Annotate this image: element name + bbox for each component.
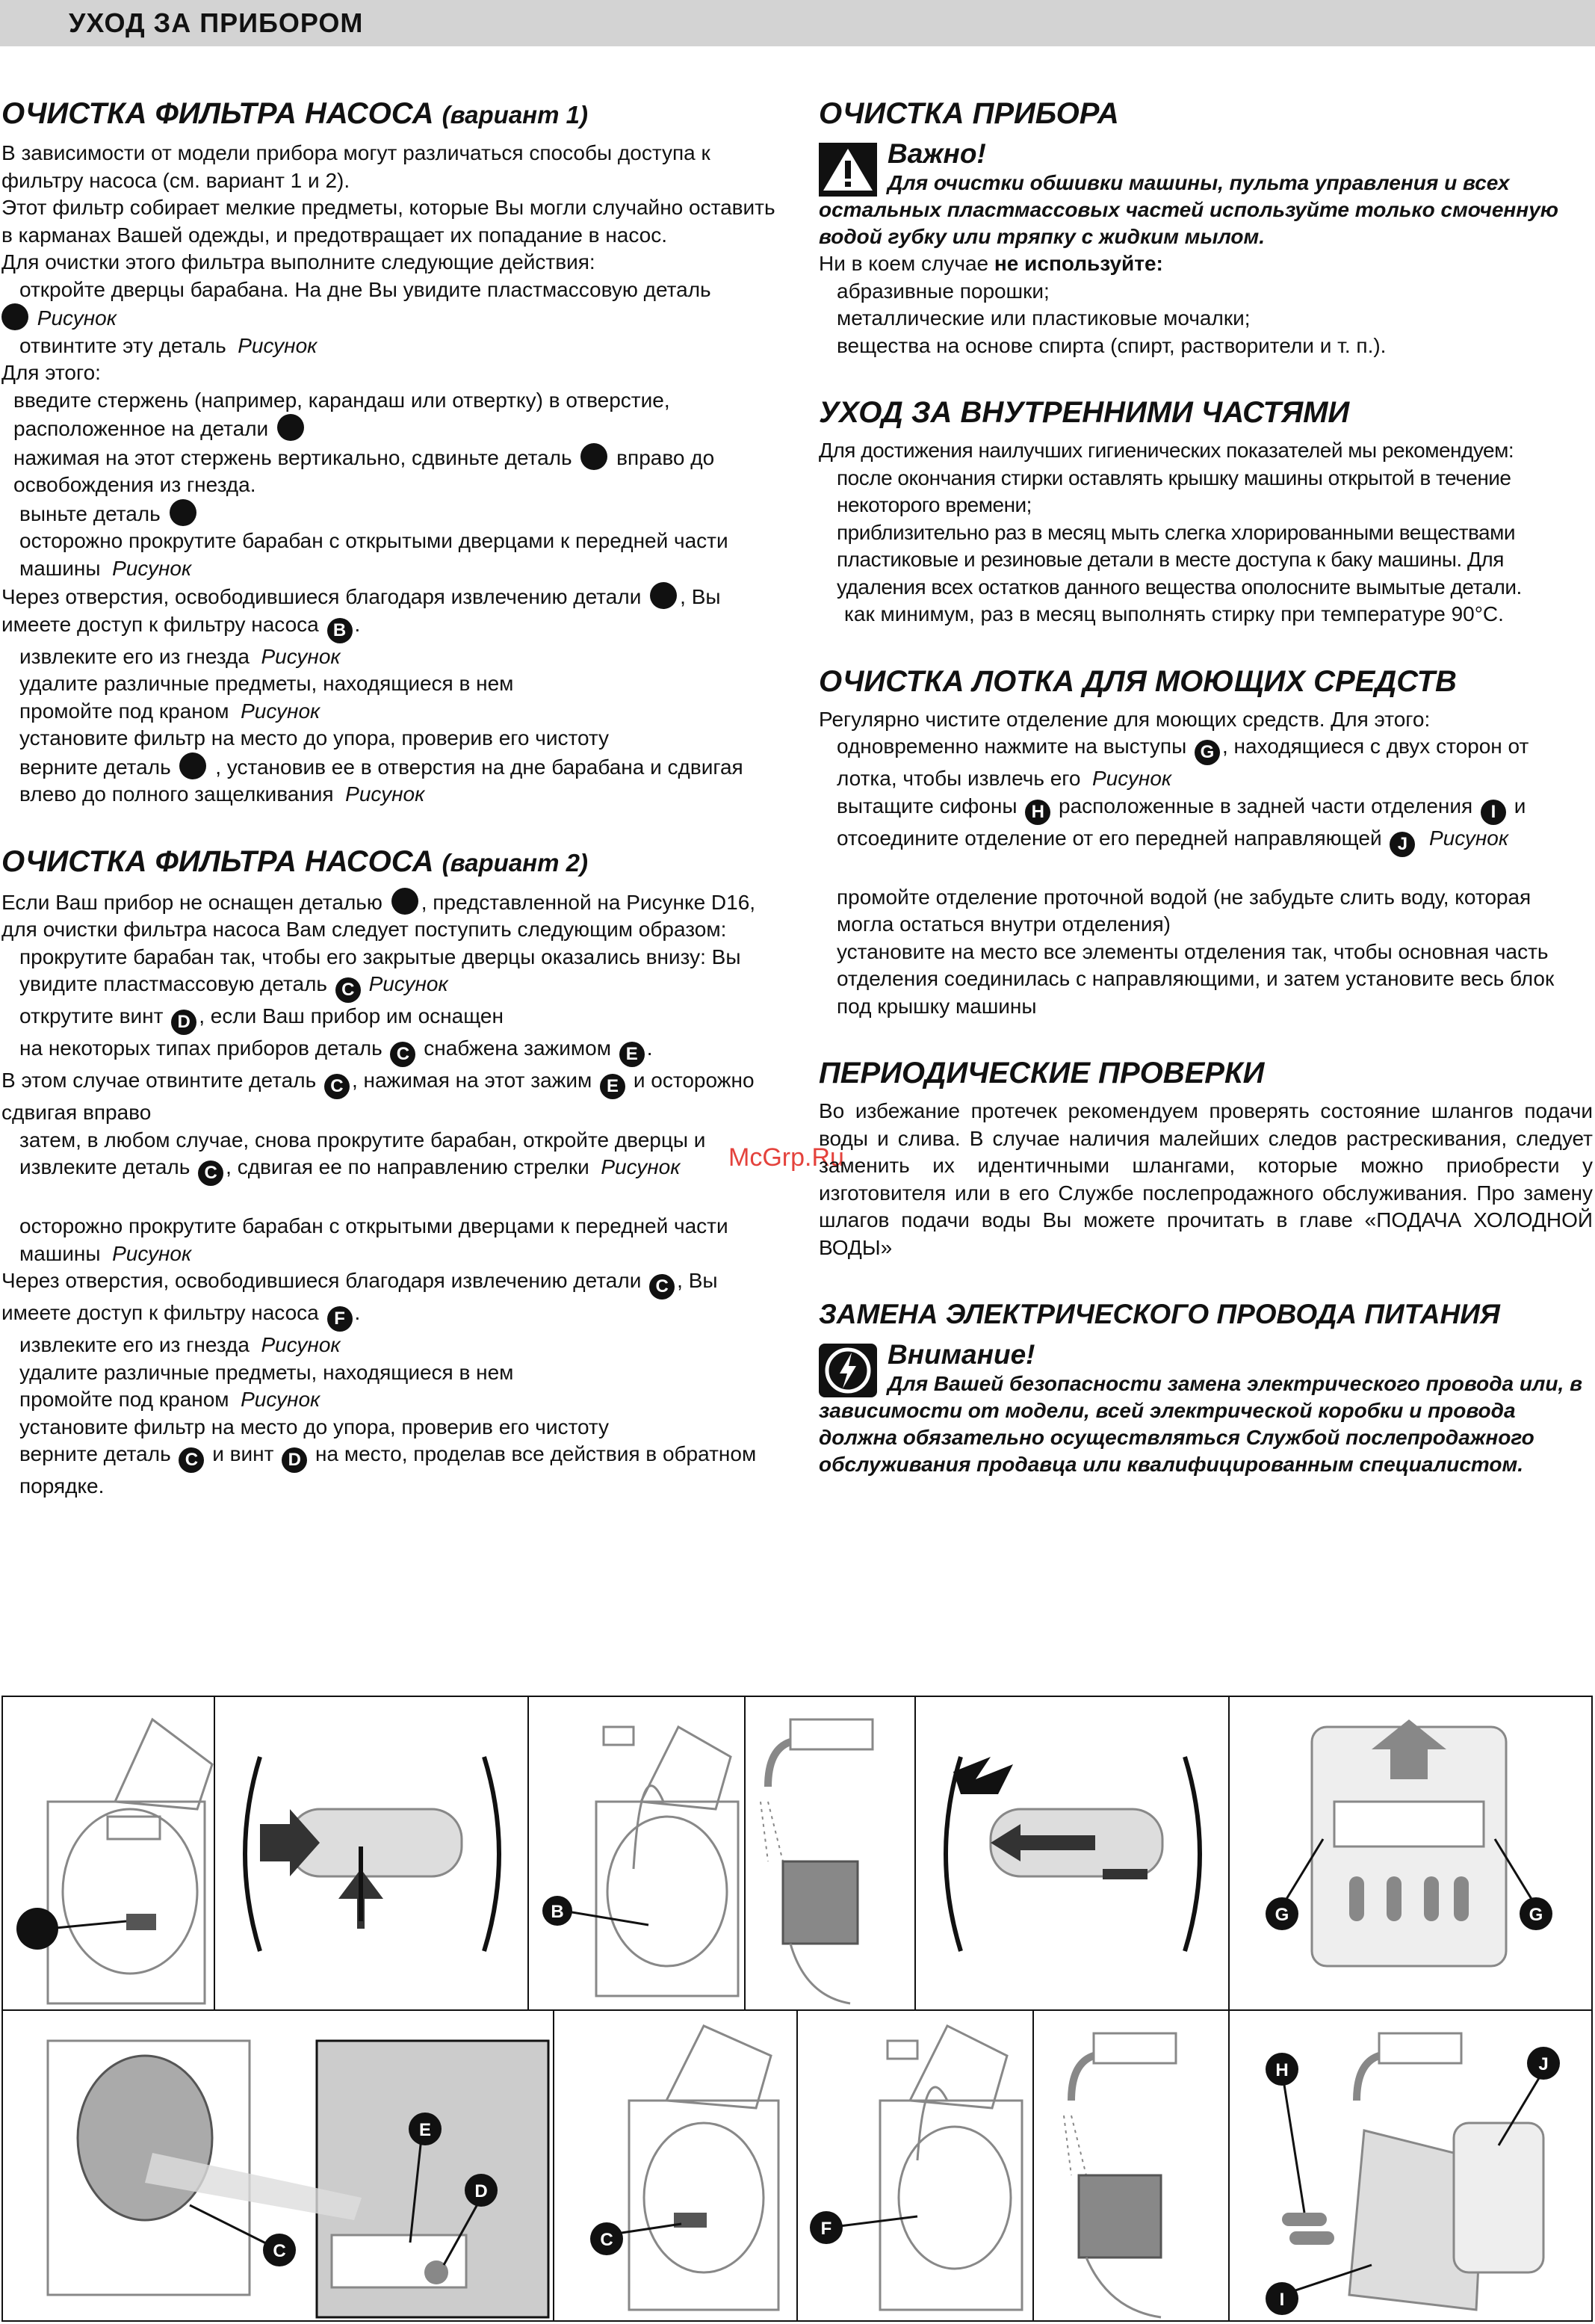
figure-detergent-drawer-g — [1228, 1696, 1593, 2012]
figure-remove-part-b — [527, 1696, 746, 2012]
figure-rinse-tap-2 — [1032, 2009, 1230, 2322]
illustrations — [1, 1696, 1593, 2322]
label-b-marker: B — [327, 618, 353, 643]
notice-text-first-line — [888, 170, 1593, 197]
label-j-marker: J — [1390, 832, 1415, 857]
notice-title: Важно! — [888, 138, 986, 169]
paragraph: Во избежание протечек рекомендуем проверять состояние шлангов подачи воды и слива. В случае наличия малейших следов растрескивания, следует заменить их идентичными шлангами, которые можно приобрести у изготовителя или в его Службе послепродажного обслуживания. Про замену шлагов подачи воды Вы можете прочитать в главе «ПОДАЧА ХОЛОДНОЙ ВОДЫ» — [819, 1099, 1593, 1259]
label-d-marker: D — [282, 1447, 307, 1473]
watermark: McGrp.Ru — [728, 1143, 844, 1172]
notice-title: Внимание! — [888, 1339, 1035, 1370]
label-c-marker: C — [324, 1074, 350, 1099]
label-f-marker: F — [327, 1306, 353, 1332]
step: на некоторых типах приборов деталь C снабжена зажимом E . — [1, 1035, 778, 1067]
part-marker — [170, 499, 196, 526]
step: открутите винт D , если Ваш прибор им оснащен — [1, 1003, 778, 1035]
label-i: I — [1279, 2290, 1285, 2310]
label-c: C — [600, 2230, 613, 2250]
figure-washer-open-drum — [1, 1696, 215, 2012]
section-title-periodic-checks: ПЕРИОДИЧЕСКИЕ ПРОВЕРКИ — [819, 1057, 1265, 1090]
label-i-marker: I — [1481, 800, 1506, 825]
section-title-pump-filter-2: ОЧИСТКА ФИЛЬТРА НАСОСА (вариант 2) — [1, 844, 588, 878]
list-item: абразивные порошки; — [837, 279, 1050, 303]
step: установите на место все элементы отделения так, чтобы основная часть отделения соединилась с направляющими, и затем установите весь блок под крышку машины — [837, 939, 1555, 1018]
section-title-appliance-cleaning: ОЧИСТКА ПРИБОРА — [819, 97, 1119, 130]
figure-drawer-siphons — [1228, 2009, 1593, 2322]
step: нажимая на этот стержень вертикально, сдвиньте деталь вправо до освобождения из гнезда. — [1, 443, 778, 499]
label-c-marker: C — [335, 977, 361, 1003]
step: удалите различные предметы, находящиеся в нем — [19, 1360, 514, 1384]
step: осторожно прокрутите барабан с открытыми дверцами к передней части машины Рисунок — [19, 1214, 728, 1265]
paragraph: Через отверстия, освободившиеся благодаря извлечению детали , Вы имеете доступ к фильтру насоса B . — [1, 582, 778, 643]
label-d: D — [474, 2181, 488, 2201]
label-f: F — [820, 2219, 832, 2239]
label-j: J — [1538, 2054, 1549, 2074]
section-title-pump-filter-1: ОЧИСТКА ФИЛЬТРА НАСОСА (вариант 1) — [1, 97, 588, 130]
step: одновременно нажмите на выступы G , находящиеся с двух сторон от лотка, чтобы извлечь его Рисунок — [837, 735, 1529, 790]
step: затем, в любом случае, снова прокрутите барабан, откройте дверцы и извлеките деталь C , сдвигая ее по направлению стрелки Рисунок — [1, 1127, 778, 1187]
figure-remove-filter-f — [796, 2009, 1034, 2322]
label-b: B — [551, 1902, 564, 1922]
label-c-marker: C — [649, 1274, 675, 1299]
part-marker — [580, 443, 607, 470]
step: промойте под краном Рисунок — [19, 699, 320, 723]
step: отвинтите эту деталь Рисунок — [19, 333, 318, 357]
label-h-marker: H — [1025, 800, 1050, 825]
step: промойте отделение проточной водой (не забудьте слить воду, которая могла остаться внутри отделения) — [837, 885, 1531, 936]
step: промойте под краном Рисунок — [19, 1388, 320, 1411]
step: выньте деталь — [1, 499, 778, 528]
list-item: вещества на основе спирта (спирт, растворители и т. п.). — [837, 333, 1387, 357]
step: верните деталь C и винт D на место, проделав все действия в обратном порядке. — [19, 1442, 757, 1498]
label-c-marker: C — [198, 1161, 223, 1186]
list-item: как минимум, раз в месяц выполнять стирку при температуре 90°C. — [844, 602, 1504, 625]
list-item: приблизительно раз в месяц мыть слегка хлорированными веществами пластиковые и резиновые детали в месте доступа к баку машины. Для удаления всех остатков данного вещества ополосните вымытые детали. — [837, 520, 1522, 599]
list-item: после окончания стирки оставлять крышку машины открытой в течение некоторого времени; — [837, 466, 1511, 516]
warning-icon — [819, 143, 877, 197]
step: откройте дверцы барабана. На дне Вы увидите пластмассовую деталь Рисунок — [1, 276, 778, 333]
figure-part-reinsert — [914, 1696, 1231, 2012]
notice-text: Для очистки обшивки машины, пульта управления и всех остальных пластмассовых частей используйте только смоченную водой губку или тряпку с жидким мылом. — [819, 171, 1559, 248]
part-marker — [277, 414, 304, 441]
paragraph: Если Ваш прибор не оснащен деталью , представленной на Рисунке D16, для очистки фильтра насоса Вам следует поступить следующим образом: — [1, 888, 778, 944]
label-g-left: G — [1275, 1905, 1289, 1925]
paragraph: В этом случае отвинтите деталь C , нажимая на этот зажим E и осторожно сдвигая вправо — [1, 1069, 755, 1124]
step: удалите различные предметы, находящиеся в нем — [19, 672, 514, 695]
label-d-marker: D — [171, 1010, 196, 1035]
page-header-title: УХОД ЗА ПРИБОРОМ — [69, 7, 364, 38]
part-marker — [650, 582, 677, 609]
step: прокрутите барабан так, чтобы его закрытые дверцы оказались внизу: Вы увидите пластмассовую деталь C Рисунок — [1, 944, 778, 1004]
paragraph: Этот фильтр собирает мелкие предметы, которые Вы могли случайно оставить в карманах Вашей одежды, и предотвращает их попадание в насос. — [1, 196, 775, 247]
step: установите фильтр на место до упора, проверив его чистоту — [19, 726, 610, 750]
important-notice — [819, 138, 1593, 197]
step: введите стержень (например, карандаш или отвертку) в отверстие, расположенное на детали — [13, 388, 670, 440]
notice-text: Для Вашей безопасности замена электрического провода или, в зависимости от модели, всей электрической коробки и провода должна обязательно осуществляться Службой послепродажного обслуживания продавца или квалифицированным специалистом. — [819, 1372, 1582, 1476]
section-title-internal-care: УХОД ЗА ВНУТРЕННИМИ ЧАСТЯМИ — [819, 396, 1350, 429]
part-marker — [1, 303, 28, 330]
label-g-right: G — [1529, 1905, 1543, 1925]
paragraph: Ни в коем случае не используйте: — [819, 252, 1163, 275]
electric-hazard-icon — [819, 1344, 877, 1397]
figure-remove-part-c — [553, 2009, 798, 2322]
label-c: C — [273, 2241, 286, 2261]
paragraph: Для очистки этого фильтра выполните следующие действия: — [1, 250, 595, 273]
step: осторожно прокрутите барабан с открытыми дверцами к передней части машины Рисунок — [19, 529, 728, 580]
step: извлеките его из гнезда Рисунок — [19, 1333, 341, 1356]
list-item: металлические или пластиковые мочалки; — [837, 306, 1251, 330]
right-column — [819, 93, 1593, 1478]
paragraph: В зависимости от модели прибора могут различаться способы доступа к фильтру насоса (см. вариант 1 и 2). — [1, 141, 710, 192]
label-c-marker: C — [390, 1042, 415, 1067]
step: вытащите сифоны H расположенные в задней части отделения I и отсоедините отделение от его передней направляющей J Рисунок — [819, 793, 1593, 857]
paragraph: Для достижения наилучших гигиенических показателей мы рекомендуем: — [819, 439, 1514, 462]
label-c-marker: C — [179, 1447, 204, 1473]
figure-filter-part-push — [214, 1696, 529, 2012]
label-e: E — [418, 2120, 432, 2140]
page-header — [0, 0, 1595, 46]
part-marker — [16, 1908, 58, 1950]
step: установите фильтр на место до упора, проверив его чистоту — [19, 1415, 610, 1438]
part-marker — [391, 888, 418, 915]
section-title-detergent-drawer: ОЧИСТКА ЛОТКА ДЛЯ МОЮЩИХ СРЕДСТВ — [819, 664, 1457, 698]
step: верните деталь , установив ее в отверстия на дне барабана и сдвигая влево до полного защелкивания Рисунок — [1, 752, 778, 809]
paragraph: Через отверстия, освободившиеся благодаря извлечению детали C , Вы имеете доступ к фильтру насоса F . — [1, 1267, 778, 1332]
attention-notice — [819, 1339, 1593, 1397]
label-e-marker: E — [619, 1042, 645, 1067]
step: извлеките его из гнезда Рисунок — [19, 644, 341, 668]
left-column — [1, 93, 778, 1501]
paragraph: Регулярно чистите отделение для моющих средств. Для этого: — [819, 707, 1431, 731]
figure-drum-variant2 — [1, 2009, 554, 2322]
figure-rinse-tap — [744, 1696, 916, 2012]
paragraph: Для этого: — [1, 361, 101, 384]
part-marker — [179, 752, 206, 779]
section-title-power-cord: ЗАМЕНА ЭЛЕКТРИЧЕСКОГО ПРОВОДА ПИТАНИЯ — [819, 1299, 1500, 1329]
label-g-marker: G — [1195, 740, 1220, 765]
label-h: H — [1275, 2060, 1289, 2080]
label-e-marker: E — [600, 1074, 625, 1099]
